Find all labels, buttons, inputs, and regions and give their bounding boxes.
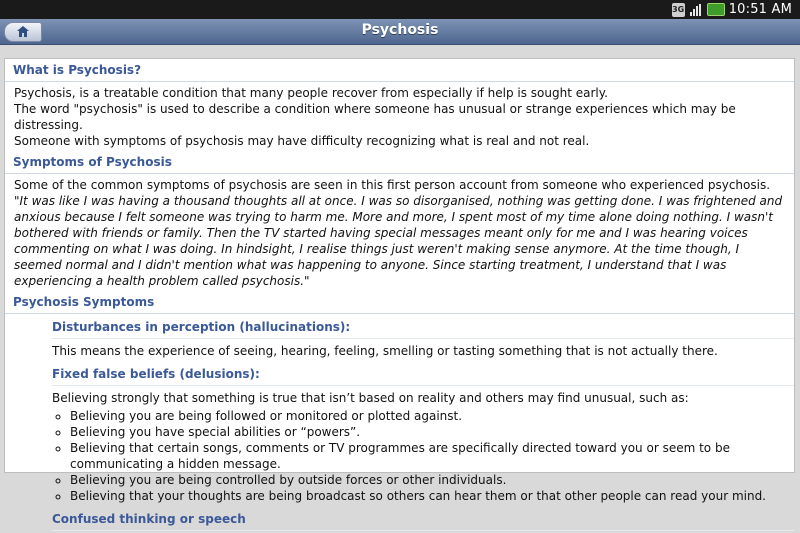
- app-header: [0, 19, 800, 45]
- network-3g-icon: 3G: [672, 3, 685, 17]
- clock: 10:51 AM: [728, 2, 792, 17]
- status-icons: [672, 1, 800, 18]
- symptoms-intro: Some of the common symptoms of psychosis are seen in this first person account from someone who experienced psychosis.: [14, 178, 771, 192]
- signal-strength-icon: [689, 3, 703, 17]
- section-what-is-body: [5, 82, 794, 151]
- what-is-line-2: The word "psychosis" is used to describe a condition where someone has unusual or strange experiences which may be distressing.: [14, 102, 736, 132]
- list-item: ◦ Believing that your thoughts are being broadcast so others can hear them or that other people can read your mind.: [70, 488, 794, 504]
- article-content[interactable]: [4, 58, 795, 526]
- first-person-quote: "It was like I was having a thousand thoughts all at once. I was so disorganised, nothing was getting done. I was frightened and anxious because I felt someone was trying to harm me. More and more, I spent most of my time alone doing nothing. I wasn't bothered with friends or family. Then the TV started having special messages meant only for me and I was hearing voices commenting on what I was doing. In hindsight, I realise things just weren't making sense anymore. At the time though, I seemed normal and I didn't mention what was happening to anyone. Since starting treatment, I understand that I was experiencing a health problem called psychosis.": [14, 194, 783, 288]
- subsection-delusions: [52, 361, 794, 506]
- what-is-line-1: Psychosis, is a treatable condition that many people recover from especially if help is sought early.: [14, 86, 608, 100]
- section-symptoms-body: [5, 174, 794, 291]
- page-title: Psychosis: [361, 22, 439, 38]
- hallucinations-body: This means the experience of seeing, hearing, feeling, smelling or tasting something that is not actually there.: [52, 344, 718, 358]
- subsection-hallucinations: [52, 314, 794, 361]
- list-item: ◦ Believing you are being followed or monitored or plotted against.: [70, 408, 794, 424]
- section-heading-what-is: What is Psychosis?: [5, 59, 794, 82]
- list-item: ◦ Believing that certain songs, comments or TV programmes are specifically directed toward you or seem to be communicating a hidden message.: [70, 440, 794, 472]
- section-heading-symptoms: Symptoms of Psychosis: [5, 151, 794, 174]
- subsection-confused-thinking: [52, 506, 794, 533]
- subsection-heading-delusions: Fixed false beliefs (delusions):: [52, 367, 794, 386]
- what-is-line-3: Someone with symptoms of psychosis may have difficulty recognizing what is real and not real.: [14, 134, 590, 148]
- list-item: ◦ Believing you are being controlled by outside forces or other individuals.: [70, 472, 794, 488]
- delusions-list: [52, 408, 794, 504]
- subsection-heading-hallucinations: Disturbances in perception (hallucinations):: [52, 320, 794, 339]
- battery-icon: [707, 3, 725, 16]
- list-item: ◦ Believing you have special abilities or “powers”.: [70, 424, 794, 440]
- section-heading-psychosis-symptoms: Psychosis Symptoms: [5, 291, 794, 314]
- subsection-heading-confused-thinking: Confused thinking or speech: [52, 512, 794, 531]
- delusions-body: Believing strongly that something is true that isn’t based on reality and others may find unusual, such as:: [52, 391, 689, 405]
- status-bar: [0, 0, 800, 19]
